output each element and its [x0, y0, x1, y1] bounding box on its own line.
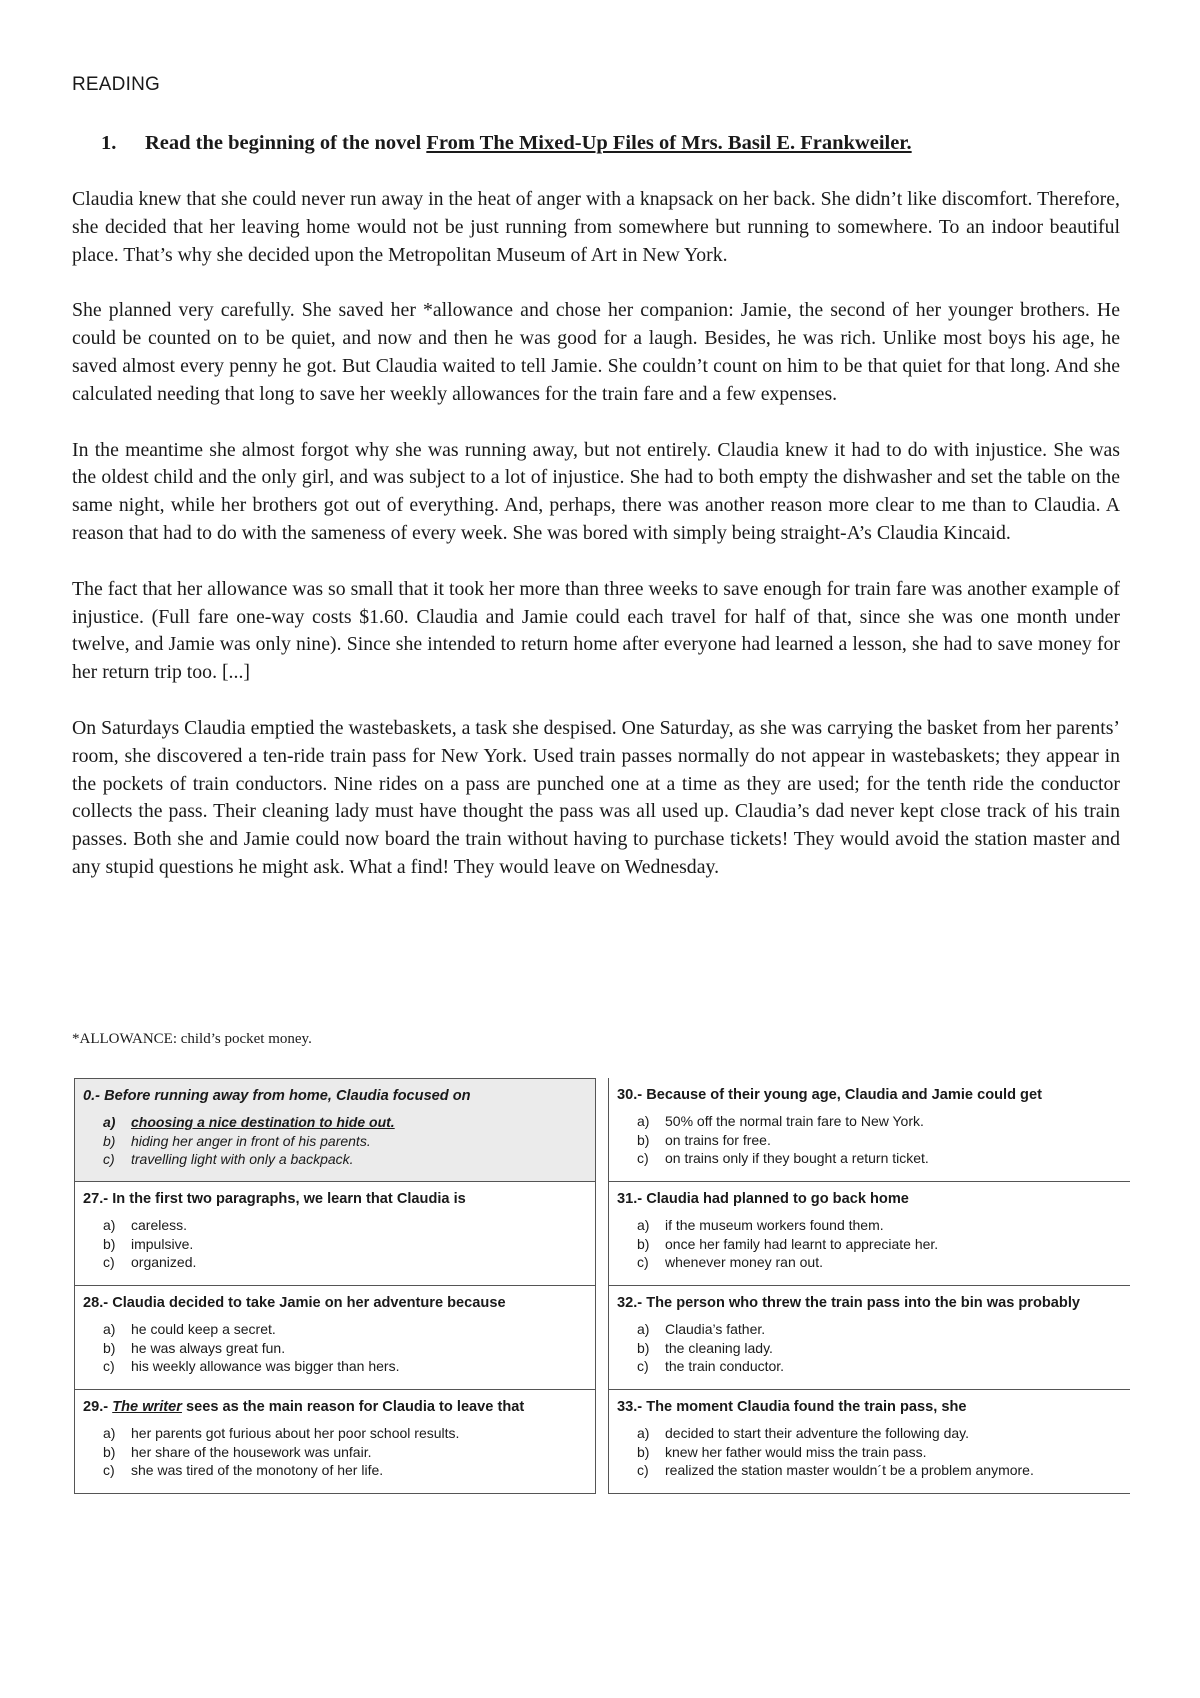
- footnote: *ALLOWANCE: child’s pocket money.: [72, 1031, 312, 1047]
- answer-option-a[interactable]: a) Claudia’s father.: [637, 1321, 766, 1337]
- question-title: 29.- The writer sees as the main reason for Claudia to leave that: [83, 1399, 525, 1415]
- section-title: READING: [72, 74, 160, 95]
- question-title: 27.- In the first two paragraphs, we learn that Claudia is: [83, 1191, 466, 1207]
- answer-option-b: b) hiding her anger in front of his parents.: [103, 1132, 371, 1149]
- question-27: [74, 1182, 596, 1286]
- answer-option-a[interactable]: a) her parents got furious about her poor school results.: [103, 1425, 460, 1441]
- answer-option-b[interactable]: b) once her family had learnt to appreciate her.: [637, 1235, 939, 1252]
- answer-options: [617, 1216, 1122, 1272]
- passage-paragraph-3: In the meantime she almost forgot why she was running away, but not entirely. Claudia knew it had to do with injustice. She was the oldest child and the only girl, and was subject to a lot of injustice. She had to both empty the dishwasher and set the table on the same night, while her brothers got out of everything. And, perhaps, there was another reason more clear to me than to Claudia. A reason that had to do with the sameness of every week. She was bored with simply being straight-A’s Claudia Kincaid.: [72, 438, 1120, 544]
- answer-option-b[interactable]: b) her share of the housework was unfair.: [103, 1443, 372, 1460]
- answer-option-a[interactable]: a) careless.: [103, 1217, 188, 1233]
- question-28: [74, 1286, 596, 1390]
- questions-left-column: [74, 1078, 596, 1494]
- question-29: [74, 1390, 596, 1494]
- answer-option-c[interactable]: c) on trains only if they bought a return ticket.: [637, 1150, 929, 1166]
- answer-option-a[interactable]: a) decided to start their adventure the following day.: [637, 1425, 970, 1441]
- answer-option-b[interactable]: b) the cleaning lady.: [637, 1339, 773, 1356]
- answer-option-b[interactable]: b) impulsive.: [103, 1235, 194, 1252]
- answer-option-c[interactable]: c) she was tired of the monotony of her life.: [103, 1462, 384, 1478]
- task-heading: [101, 132, 912, 155]
- answer-option-c[interactable]: c) organized.: [103, 1254, 197, 1270]
- passage-paragraph-2: She planned very carefully. She saved her *allowance and chose her companion: Jamie, the second of her younger brothers. He could be counted on to be quiet, and now and then he was good for a laugh. Besides, he was rich. Unlike most boys his age, he saved almost every penny he got. But Claudia waited to tell Jamie. She couldn’t count on him to be that quiet for that long. And she calculated needing that long to save her weekly allowances for the train fare and a few expenses.: [72, 299, 1120, 405]
- question-title: 30.- Because of their young age, Claudia and Jamie could get: [617, 1087, 1042, 1103]
- answer-option-b[interactable]: b) on trains for free.: [637, 1131, 771, 1148]
- answer-option-a[interactable]: a) he could keep a secret.: [103, 1321, 276, 1337]
- passage-paragraph-1: Claudia knew that she could never run away in the heat of anger with a knapsack on her back. She didn’t like discomfort. Therefore, she decided that her leaving home would not be just running from somewhere but running to somewhere. To an indoor beautiful place. That’s why she decided upon the Metropolitan Museum of Art in New York.: [72, 188, 1120, 266]
- question-31: [608, 1182, 1130, 1286]
- answer-options: [83, 1424, 587, 1480]
- answer-option-b[interactable]: b) knew her father would miss the train pass.: [637, 1443, 927, 1460]
- answer-options: [617, 1320, 1122, 1376]
- answer-option-c[interactable]: c) his weekly allowance was bigger than hers.: [103, 1358, 400, 1374]
- question-33: [608, 1390, 1130, 1494]
- answer-option-b[interactable]: b) he was always great fun.: [103, 1339, 286, 1356]
- answer-option-c[interactable]: c) the train conductor.: [637, 1358, 785, 1374]
- reading-passage: [72, 186, 1120, 910]
- questions-grid: [74, 1078, 1130, 1502]
- task-instruction: Read the beginning of the novel: [145, 132, 427, 154]
- answer-option-c: c) travelling light with only a backpack.: [103, 1151, 354, 1167]
- question-title: 32.- The person who threw the train pass into the bin was probably: [617, 1295, 1081, 1311]
- question-32: [608, 1286, 1130, 1390]
- question-example-0: [74, 1078, 596, 1182]
- answer-options: [617, 1112, 1122, 1168]
- answer-option-a[interactable]: a) if the museum workers found them.: [637, 1217, 884, 1233]
- question-title: 31.- Claudia had planned to go back home: [617, 1191, 909, 1207]
- answer-options: [83, 1216, 587, 1272]
- question-title: 33.- The moment Claudia found the train pass, she: [617, 1399, 967, 1415]
- passage-paragraph-4: The fact that her allowance was so small that it took her more than three weeks to save enough for train fare was another example of injustice. (Full fare one-way costs $1.60. Claudia and Jamie could each travel for half of that, since she was one month under twelve, and Jamie was only nine). Since she intended to return home after everyone had learned a lesson, she had to save money for her return trip too. [...]: [72, 577, 1120, 684]
- answer-option-a: a) choosing a nice destination to hide out.: [103, 1114, 395, 1130]
- answer-option-c[interactable]: c) realized the station master wouldn´t be a problem anymore.: [637, 1462, 1034, 1478]
- answer-option-a[interactable]: a) 50% off the normal train fare to New York.: [637, 1113, 924, 1129]
- answer-options: [83, 1113, 587, 1169]
- question-30: [608, 1078, 1130, 1182]
- answer-option-c[interactable]: c) whenever money ran out.: [637, 1254, 823, 1270]
- question-title: 0.- Before running away from home, Claudia focused on: [83, 1088, 471, 1104]
- questions-right-column: [608, 1078, 1130, 1494]
- novel-title: From The Mixed-Up Files of Mrs. Basil E. Frankweiler.: [426, 132, 912, 154]
- question-title: 28.- Claudia decided to take Jamie on her adventure because: [83, 1295, 506, 1311]
- passage-paragraph-5: On Saturdays Claudia emptied the wastebaskets, a task she despised. One Saturday, as she was carrying the basket from her parents’ room, she discovered a ten-ride train pass for New York. Used train passes normally do not appear in wastebaskets; they appear in the pockets of train conductors. Nine rides on a pass are punched one at a time as they are used; for the tenth ride the conductor collects the pass. Their cleaning lady must have thought the pass was all used up. Claudia’s dad never kept close track of his train passes. Both she and Jamie could now board the train without having to purchase tickets! They would avoid the station master and any stupid questions he might ask. What a find! They would leave on Wednesday.: [72, 716, 1120, 878]
- answer-options: [617, 1424, 1122, 1480]
- task-number: 1.: [101, 132, 117, 154]
- answer-options: [83, 1320, 587, 1376]
